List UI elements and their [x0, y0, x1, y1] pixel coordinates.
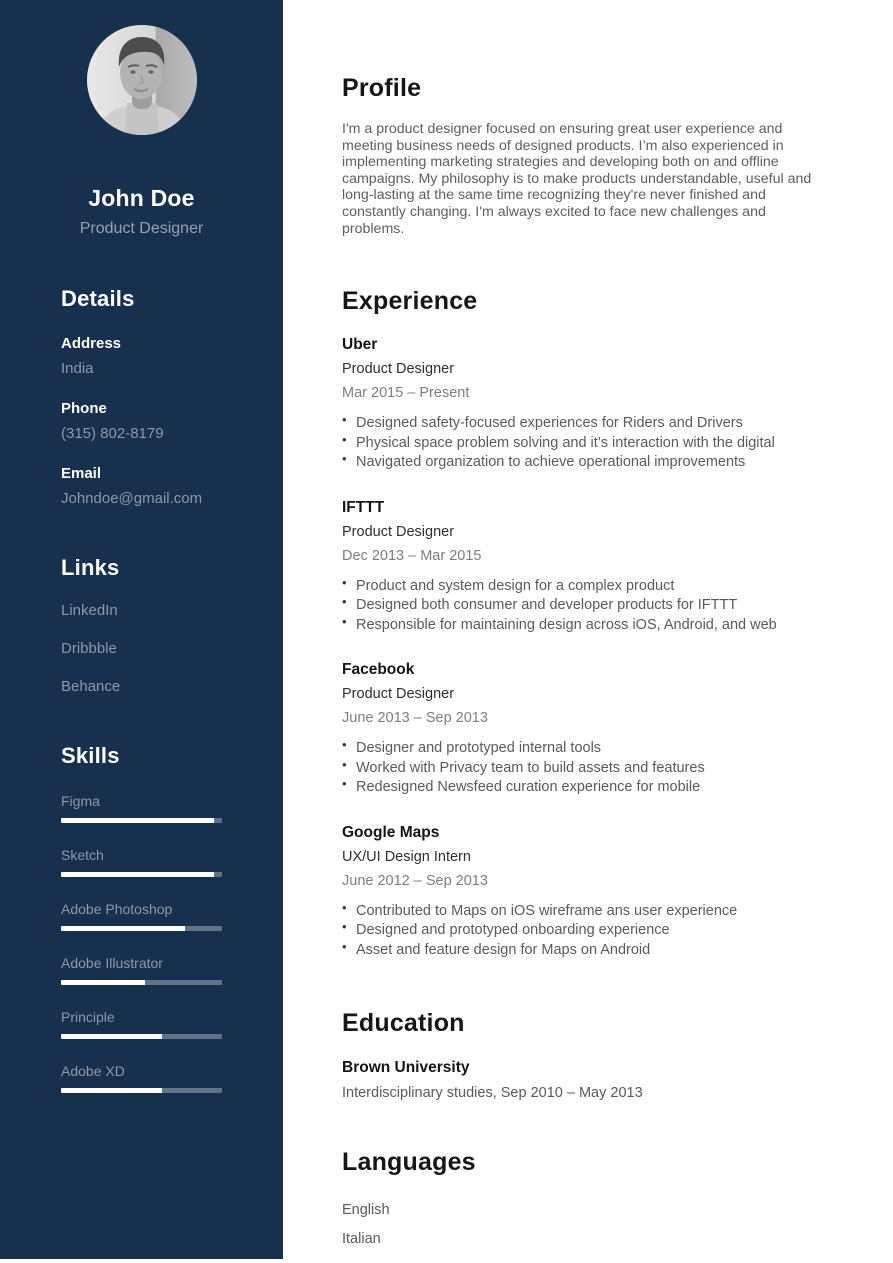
- detail-label: Phone: [61, 400, 107, 417]
- skill-progress-fill: [61, 1034, 162, 1039]
- job-bullet: • Redesigned Newsfeed curation experience for mobile: [342, 778, 825, 798]
- job-dates: June 2013 – Sep 2013: [342, 710, 488, 727]
- profile-heading: Profile: [342, 74, 422, 102]
- job-dates: June 2012 – Sep 2013: [342, 872, 488, 889]
- job-role: Product Designer: [342, 686, 455, 703]
- person-name: John Doe: [88, 185, 195, 211]
- detail-value: India: [61, 360, 94, 377]
- school-name: Brown University: [342, 1059, 470, 1077]
- job-role: UX/UI Design Intern: [342, 848, 471, 865]
- skill-sketch: [61, 847, 222, 877]
- company-name: IFTTT: [342, 498, 385, 516]
- skill-progress-track: [61, 1034, 222, 1039]
- detail-label: Email: [61, 465, 102, 482]
- detail-email: [61, 465, 222, 507]
- skill-label: Adobe XD: [61, 1063, 125, 1079]
- detail-address: [61, 335, 222, 377]
- detail-value: (315) 802-8179: [61, 425, 164, 442]
- experience-entry-uber: [342, 336, 825, 473]
- profile-summary: I'm a product designer focused on ensuring great user experience and meeting business needs of designed products. I’m also experienced in implementing marketing strategies and developing both on and offline campaigns. My philosophy is to make products understandable, useful and long-lasting at the same time recognizing they're never finished and constantly changing. I'm always excited to face new challenges and problems.: [342, 121, 812, 237]
- skill-principle: [61, 1009, 222, 1039]
- job-bullet: • Contributed to Maps on iOS wireframe ans user experience: [342, 902, 825, 922]
- language-italian: Italian: [342, 1231, 381, 1248]
- skill-adobe-xd: [61, 1063, 222, 1093]
- job-bullet: • Navigated organization to achieve operational improvements: [342, 453, 825, 473]
- detail-label: Address: [61, 335, 122, 352]
- education-heading: Education: [342, 1009, 465, 1038]
- detail-value: Johndoe@gmail.com: [61, 490, 203, 507]
- languages-heading: Languages: [342, 1148, 476, 1177]
- skill-adobe-photoshop: [61, 901, 222, 931]
- skill-progress-fill: [61, 872, 214, 877]
- sidebar: [0, 0, 283, 1259]
- job-bullet: • Responsible for maintaining design across iOS, Android, and web: [342, 616, 825, 636]
- job-bullet: • Designed and prototyped onboarding experience: [342, 921, 825, 941]
- detail-phone: [61, 400, 222, 442]
- skill-progress-track: [61, 818, 222, 823]
- skill-figma: [61, 793, 222, 823]
- experience-entry-ifttt: [342, 499, 825, 636]
- language-english: English: [342, 1202, 390, 1219]
- job-bullet: • Asset and feature design for Maps on Android: [342, 941, 825, 961]
- skill-progress-fill: [61, 1088, 162, 1093]
- job-role: Product Designer: [342, 361, 455, 378]
- experience-entry-google-maps: [342, 824, 825, 961]
- job-role: Product Designer: [342, 523, 455, 540]
- skill-progress-fill: [61, 818, 214, 823]
- links-section: [0, 555, 283, 695]
- job-bullet: • Designer and prototyped internal tools: [342, 739, 825, 759]
- job-bullet: • Physical space problem solving and it’s interaction with the digital: [342, 434, 825, 454]
- link-linkedin[interactable]: LinkedIn: [61, 602, 118, 619]
- link-behance[interactable]: Behance: [61, 678, 121, 695]
- details-heading: Details: [61, 286, 135, 311]
- education-entry: [342, 1059, 825, 1101]
- job-bullet: • Designed both consumer and developer products for IFTTT: [342, 596, 825, 616]
- job-bullet-list: [342, 577, 825, 636]
- skill-adobe-illustrator: [61, 955, 222, 985]
- job-bullet: • Designed safety-focused experiences for Riders and Drivers: [342, 414, 825, 434]
- job-dates: Dec 2013 – Mar 2015: [342, 547, 482, 564]
- main-content: [283, 0, 893, 1263]
- experience-entry-facebook: [342, 661, 825, 798]
- job-bullet-list: [342, 414, 825, 473]
- skill-label: Adobe Illustrator: [61, 955, 163, 971]
- education-details: Interdisciplinary studies, Sep 2010 – May 2013: [342, 1085, 643, 1102]
- person-job-title: Product Designer: [79, 220, 204, 237]
- job-dates: Mar 2015 – Present: [342, 385, 470, 402]
- skill-progress-track: [61, 926, 222, 931]
- company-name: Google Maps: [342, 823, 440, 841]
- skills-section: [0, 743, 283, 1093]
- skill-progress-fill: [61, 926, 185, 931]
- skill-progress-track: [61, 1088, 222, 1093]
- links-heading: Links: [61, 555, 120, 580]
- job-bullet-list: [342, 739, 825, 798]
- skill-label: Sketch: [61, 847, 104, 863]
- experience-heading: Experience: [342, 287, 478, 316]
- link-dribbble[interactable]: Dribbble: [61, 640, 117, 657]
- skill-label: Figma: [61, 793, 100, 809]
- details-section: [0, 286, 283, 507]
- skill-progress-track: [61, 872, 222, 877]
- company-name: Uber: [342, 336, 378, 354]
- person-portrait-image: [87, 25, 197, 135]
- skill-label: Principle: [61, 1009, 115, 1025]
- profile-photo: [87, 25, 197, 135]
- skill-progress-fill: [61, 980, 145, 985]
- skill-progress-track: [61, 980, 222, 985]
- company-name: Facebook: [342, 661, 415, 679]
- job-bullet-list: [342, 902, 825, 961]
- job-bullet: • Worked with Privacy team to build assets and features: [342, 759, 825, 779]
- skill-label: Adobe Photoshop: [61, 901, 173, 917]
- job-bullet: • Product and system design for a complex product: [342, 577, 825, 597]
- skills-heading: Skills: [61, 743, 120, 768]
